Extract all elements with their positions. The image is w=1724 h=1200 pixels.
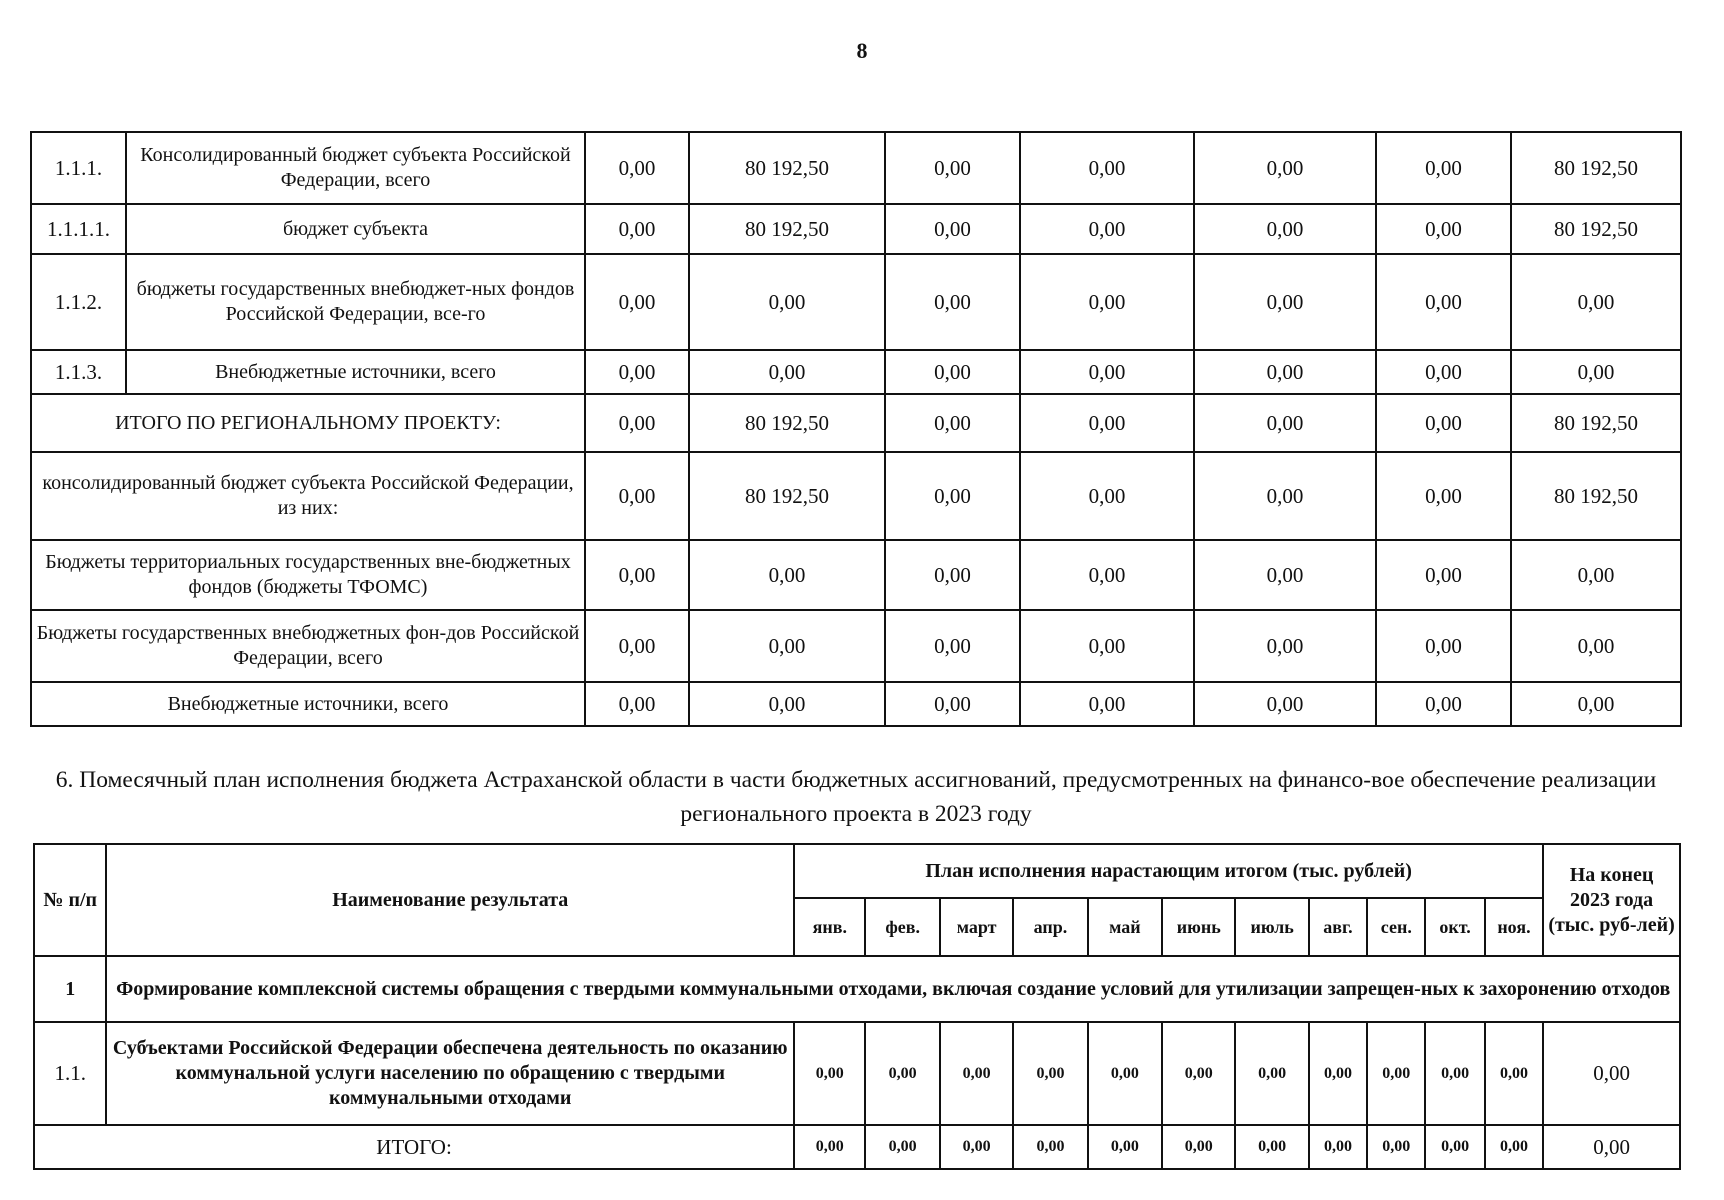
value-cell: 0,00: [1376, 204, 1511, 254]
value-cell: 0,00: [1511, 254, 1681, 350]
value-cell: 0,00: [885, 394, 1020, 452]
month-value: 0,00: [940, 1125, 1013, 1169]
summary-row: [31, 610, 1681, 682]
summary-row: [31, 394, 1681, 452]
summary-label: консолидированный бюджет субъекта Российской Федерации, из них:: [31, 452, 585, 540]
value-cell: 0,00: [1194, 610, 1376, 682]
month-value: 0,00: [1013, 1125, 1087, 1169]
row-number: 1.1.1.1.: [31, 204, 126, 254]
month-header: сен.: [1367, 898, 1425, 956]
value-cell: 0,00: [1194, 394, 1376, 452]
value-cell: 80 192,50: [689, 204, 885, 254]
month-value: 0,00: [1162, 1022, 1235, 1125]
value-cell: 0,00: [1376, 610, 1511, 682]
value-cell: 0,00: [885, 350, 1020, 394]
month-value: 0,00: [1425, 1022, 1484, 1125]
row-number: 1.1.2.: [31, 254, 126, 350]
value-cell: 0,00: [1020, 132, 1194, 204]
table-row: [31, 132, 1681, 204]
row-label: бюджет субъекта: [126, 204, 585, 254]
value-cell: 0,00: [585, 132, 689, 204]
value-cell: 80 192,50: [1511, 132, 1681, 204]
month-value: 0,00: [1162, 1125, 1235, 1169]
value-cell: 0,00: [585, 610, 689, 682]
month-header: янв.: [794, 898, 865, 956]
value-cell: 0,00: [1376, 254, 1511, 350]
table-row: [31, 350, 1681, 394]
value-cell: 0,00: [1194, 204, 1376, 254]
section-6-heading: 6. Помесячный план исполнения бюджета Астраханской области в части бюджетных ассигнований, предусмотренных на финансо-вое обеспечение реализации регионального проекта в 2023 году: [55, 767, 1657, 827]
value-cell: 0,00: [1511, 350, 1681, 394]
month-value: 0,00: [1367, 1125, 1425, 1169]
value-cell: 0,00: [1376, 682, 1511, 726]
month-header: фев.: [865, 898, 939, 956]
month-value: 0,00: [1485, 1125, 1543, 1169]
value-cell: 0,00: [885, 452, 1020, 540]
value-cell: 0,00: [1020, 204, 1194, 254]
month-value: 0,00: [1485, 1022, 1543, 1125]
table-row: [31, 254, 1681, 350]
month-header: окт.: [1425, 898, 1484, 956]
section-num: 1: [34, 956, 106, 1022]
row-number: 1.1.3.: [31, 350, 126, 394]
value-cell: 0,00: [885, 132, 1020, 204]
value-cell: 0,00: [1020, 452, 1194, 540]
month-value: 0,00: [794, 1022, 865, 1125]
header-plan: План исполнения нарастающим итогом (тыс. рублей): [794, 844, 1543, 898]
value-cell: 0,00: [885, 204, 1020, 254]
summary-label: Бюджеты территориальных государственных вне-бюджетных фондов (бюджеты ТФОМС): [31, 540, 585, 610]
row-label: бюджеты государственных внебюджет-ных фондов Российской Федерации, все-го: [126, 254, 585, 350]
end-of-year-total: 0,00: [1543, 1125, 1680, 1169]
summary-label: Бюджеты государственных внебюджетных фон-дов Российской Федерации, всего: [31, 610, 585, 682]
month-header: апр.: [1013, 898, 1087, 956]
value-cell: 0,00: [885, 254, 1020, 350]
value-cell: 0,00: [885, 610, 1020, 682]
value-cell: 80 192,50: [1511, 452, 1681, 540]
value-cell: 0,00: [1376, 394, 1511, 452]
value-cell: 0,00: [885, 682, 1020, 726]
value-cell: 0,00: [885, 540, 1020, 610]
value-cell: 0,00: [1376, 350, 1511, 394]
total-label: ИТОГО:: [34, 1125, 794, 1169]
value-cell: 0,00: [1020, 540, 1194, 610]
result-name: Субъектами Российской Федерации обеспечена деятельность по оказанию коммунальной услуги населению по обращению с твердыми коммунальными отходами: [106, 1022, 794, 1125]
value-cell: 0,00: [1376, 132, 1511, 204]
value-cell: 0,00: [1376, 452, 1511, 540]
value-cell: 0,00: [585, 394, 689, 452]
month-header: ноя.: [1485, 898, 1543, 956]
value-cell: 0,00: [1020, 682, 1194, 726]
month-value: 0,00: [1088, 1022, 1162, 1125]
value-cell: 0,00: [585, 540, 689, 610]
value-cell: 0,00: [689, 350, 885, 394]
value-cell: 80 192,50: [689, 394, 885, 452]
header-num: № п/п: [34, 844, 106, 956]
row-label: Консолидированный бюджет субъекта Российской Федерации, всего: [126, 132, 585, 204]
month-value: 0,00: [865, 1022, 939, 1125]
month-header: июль: [1235, 898, 1308, 956]
value-cell: 0,00: [585, 350, 689, 394]
value-cell: 0,00: [1511, 540, 1681, 610]
table-row: [31, 204, 1681, 254]
row-number: 1.1.1.: [31, 132, 126, 204]
value-cell: 0,00: [1376, 540, 1511, 610]
section-title: Формирование комплексной системы обращения с твердыми коммунальными отходами, включая создание условий для утилизации запрещен-ных к захоронению отходов: [106, 956, 1680, 1022]
month-value: 0,00: [865, 1125, 939, 1169]
month-value: 0,00: [1309, 1125, 1367, 1169]
value-cell: 0,00: [1194, 350, 1376, 394]
summary-row: [31, 452, 1681, 540]
end-of-year-value: 0,00: [1543, 1022, 1680, 1125]
value-cell: 0,00: [585, 204, 689, 254]
value-cell: 0,00: [1020, 610, 1194, 682]
month-value: 0,00: [1013, 1022, 1087, 1125]
month-header: авг.: [1309, 898, 1367, 956]
value-cell: 0,00: [1511, 610, 1681, 682]
value-cell: 0,00: [689, 540, 885, 610]
result-num: 1.1.: [34, 1022, 106, 1125]
value-cell: 0,00: [1020, 394, 1194, 452]
value-cell: 0,00: [585, 682, 689, 726]
month-value: 0,00: [1367, 1022, 1425, 1125]
month-value: 0,00: [1088, 1125, 1162, 1169]
month-value: 0,00: [1235, 1022, 1308, 1125]
month-header: июнь: [1162, 898, 1235, 956]
value-cell: 0,00: [1194, 254, 1376, 350]
month-value: 0,00: [1425, 1125, 1484, 1169]
value-cell: 0,00: [689, 254, 885, 350]
summary-row: [31, 682, 1681, 726]
value-cell: 0,00: [1194, 132, 1376, 204]
month-value: 0,00: [1235, 1125, 1308, 1169]
value-cell: 0,00: [585, 254, 689, 350]
value-cell: 0,00: [689, 610, 885, 682]
month-header: май: [1088, 898, 1162, 956]
header-end-of-year: На конец 2023 года (тыс. руб-лей): [1543, 844, 1680, 956]
value-cell: 0,00: [585, 452, 689, 540]
header-name: Наименование результата: [106, 844, 794, 956]
value-cell: 0,00: [1194, 452, 1376, 540]
row-label: Внебюджетные источники, всего: [126, 350, 585, 394]
value-cell: 80 192,50: [689, 132, 885, 204]
value-cell: 0,00: [1020, 254, 1194, 350]
summary-row: [31, 540, 1681, 610]
summary-label: ИТОГО ПО РЕГИОНАЛЬНОМУ ПРОЕКТУ:: [31, 394, 585, 452]
monthly-plan-table: [33, 843, 1681, 1170]
value-cell: 80 192,50: [1511, 204, 1681, 254]
value-cell: 80 192,50: [1511, 394, 1681, 452]
funding-table: [30, 131, 1682, 727]
value-cell: 0,00: [1511, 682, 1681, 726]
value-cell: 0,00: [1194, 682, 1376, 726]
page-number: 8: [856, 38, 868, 63]
value-cell: 0,00: [689, 682, 885, 726]
month-value: 0,00: [1309, 1022, 1367, 1125]
value-cell: 0,00: [1020, 350, 1194, 394]
summary-label: Внебюджетные источники, всего: [31, 682, 585, 726]
value-cell: 0,00: [1194, 540, 1376, 610]
month-value: 0,00: [794, 1125, 865, 1169]
month-header: март: [940, 898, 1013, 956]
value-cell: 80 192,50: [689, 452, 885, 540]
month-value: 0,00: [940, 1022, 1013, 1125]
